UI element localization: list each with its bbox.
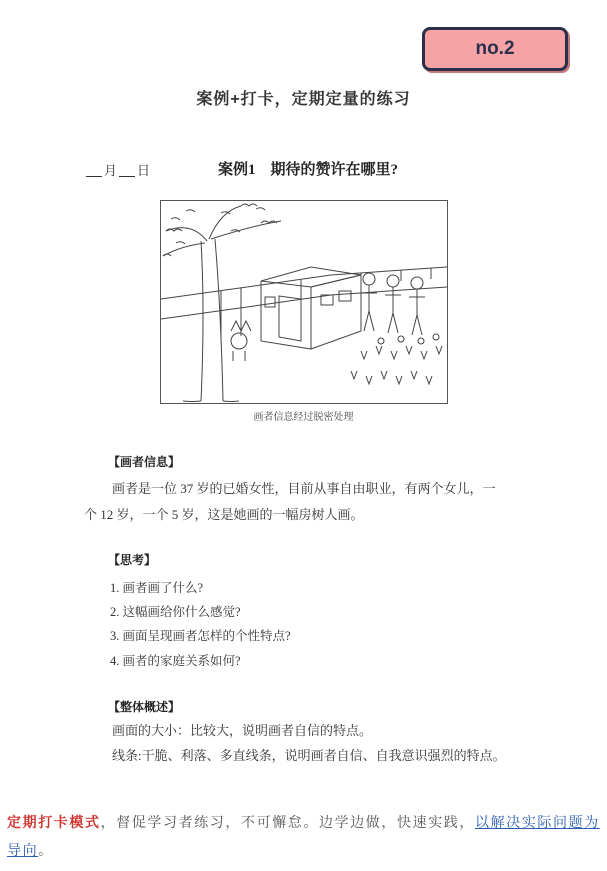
footer-highlight: 定期打卡模式 <box>7 814 101 830</box>
overview-line-2: 线条:干脆、利落、多直线条，说明画者自信、自我意识强烈的特点。 <box>112 748 506 763</box>
house-tree-person-drawing <box>160 200 448 404</box>
chapter-badge <box>422 27 568 71</box>
artist-info-line-2: 个 12 岁，一个 5 岁，这是她画的一幅房树人画。 <box>84 507 364 522</box>
artist-info-label: 【画者信息】 <box>108 455 181 469</box>
footer-link[interactable]: 以解决实际问题为导向 <box>7 814 600 858</box>
thinking-label: 【思考】 <box>108 553 157 567</box>
month-label: 月 <box>104 163 118 178</box>
thinking-item: 3. 画面呈现画者怎样的个性特点? <box>110 629 291 643</box>
footer-paragraph <box>7 808 603 864</box>
thinking-item: 1. 画者画了什么? <box>110 581 204 595</box>
sketch-illustration <box>161 201 447 403</box>
footer-text: ，督促学习者练习，不可懈怠。边学边做，快速实践， <box>100 814 476 830</box>
overview-line-1: 画面的大小：比较大，说明画者自信的特点。 <box>112 723 373 738</box>
footer-end: 。 <box>38 842 54 858</box>
drawing-caption: 画者信息经过脱密处理 <box>253 412 354 423</box>
chapter-badge-label: no.2 <box>475 38 515 59</box>
case-header <box>0 160 607 184</box>
overview-label: 【整体概述】 <box>108 700 181 714</box>
month-blank <box>86 176 102 177</box>
artist-info-line-1: 画者是一位 37 岁的已婚女性，目前从事自由职业，有两个女儿，一 <box>112 481 496 496</box>
date-field <box>84 160 150 179</box>
thinking-item: 2. 这幅画给你什么感觉? <box>110 605 241 619</box>
case-title: 案例1 期待的赞许在哪里? <box>218 162 399 178</box>
thinking-item: 4. 画者的家庭关系如何? <box>110 654 241 668</box>
day-label: 日 <box>137 163 151 178</box>
day-blank <box>119 176 135 177</box>
section-heading: 案例+打卡，定期定量的练习 <box>196 91 411 108</box>
